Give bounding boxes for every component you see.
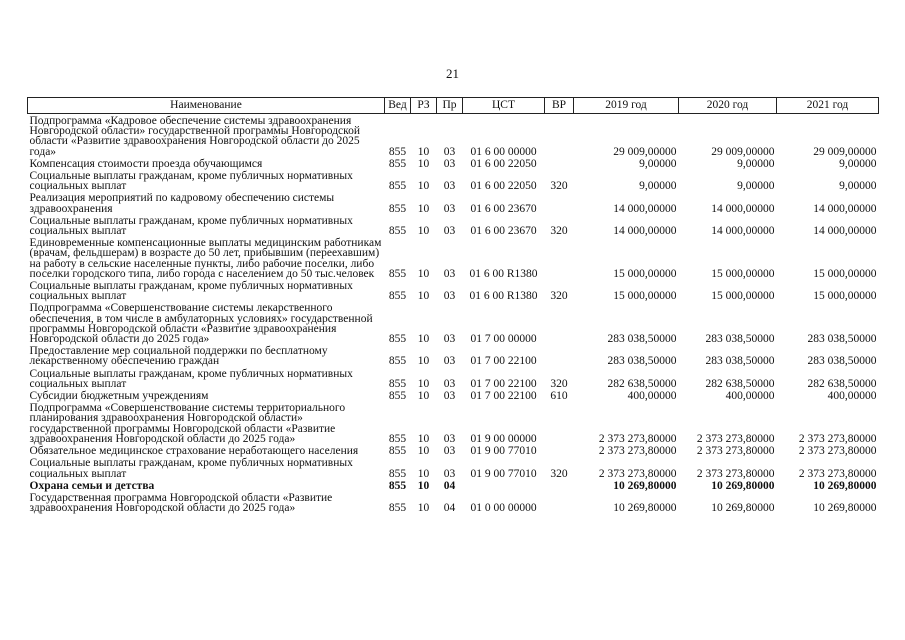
cell-2021: 283 038,50000 <box>807 355 877 368</box>
cell-2021: 14 000,00000 <box>813 225 877 238</box>
cell-name: Подпрограмма «Кадровое обеспечение системы здравоохранения Новгородской области» государственной программы Новгородской области «Развитие здравоохранения Новгородской области до 2025 года» <box>29 115 361 158</box>
table-row <box>28 389 879 401</box>
cell-2020: 14 000,00000 <box>711 202 775 215</box>
cell-cst: 01 6 00 22050 <box>470 157 537 170</box>
cell-2021: 29 009,00000 <box>813 145 877 158</box>
cell-rz: 10 <box>417 267 430 280</box>
header-rz: РЗ <box>411 98 437 114</box>
cell-2019: 15 000,00000 <box>613 290 677 303</box>
cell-name: Социальные выплаты гражданам, кроме публичных нормативных социальных выплат <box>29 170 353 193</box>
cell-2020: 9,00000 <box>737 157 775 170</box>
table-row <box>28 214 879 236</box>
cell-name: Социальные выплаты гражданам, кроме публичных нормативных социальных выплат <box>29 280 353 303</box>
cell-name: Обязательное медицинское страхование неработающего населения <box>29 445 359 458</box>
cell-name: Единовременные компенсационные выплаты медицинским работникам (врачам, фельдшерам) в возрасте до 50 лет, прибывшим (переехавшим) на работу в сельские населенные пункты, либо рабочие поселки, либо поселки городского типа, либо города с населением до 50 тыс.человек <box>29 237 382 280</box>
cell-2019: 2 373 273,80000 <box>598 467 677 480</box>
cell-rz: 10 <box>417 290 430 303</box>
cell-rz: 10 <box>417 157 430 170</box>
cell-ved: 855 <box>388 157 407 170</box>
cell-2019: 15 000,00000 <box>613 267 677 280</box>
cell-2021: 282 638,50000 <box>807 377 877 390</box>
cell-rz: 10 <box>417 333 430 346</box>
cell-pr: 03 <box>443 333 456 346</box>
cell-2020: 400,00000 <box>725 390 775 403</box>
cell-rz: 10 <box>417 502 430 515</box>
cell-ved: 855 <box>388 180 407 193</box>
cell-pr: 03 <box>443 290 456 303</box>
cell-vr: 320 <box>550 467 568 480</box>
cell-2020: 9,00000 <box>737 180 775 193</box>
cell-rz: 10 <box>417 445 430 458</box>
cell-name: Охрана семьи и детства <box>29 479 155 492</box>
cell-2021: 15 000,00000 <box>813 267 877 280</box>
header-2019: 2019 год <box>574 98 679 114</box>
cell-cst: 01 7 00 22100 <box>470 390 537 403</box>
header-name: Наименование <box>28 98 385 114</box>
cell-2020: 10 269,80000 <box>711 502 775 515</box>
header-cst: ЦСТ <box>463 98 545 114</box>
cell-2019: 10 269,80000 <box>613 502 677 515</box>
table-row <box>28 401 879 444</box>
cell-cst: 01 9 00 77010 <box>470 467 537 480</box>
table-row <box>28 367 879 389</box>
cell-ved: 855 <box>388 390 407 403</box>
cell-rz: 10 <box>417 432 430 445</box>
cell-vr: 610 <box>550 390 568 403</box>
cell-vr <box>545 191 574 213</box>
cell-name: Социальные выплаты гражданам, кроме публичных нормативных социальных выплат <box>29 214 353 238</box>
cell-2020: 14 000,00000 <box>711 225 775 238</box>
cell-name: Компенсация стоимости проезда обучающимся <box>29 157 263 170</box>
cell-2021: 2 373 273,80000 <box>798 445 877 458</box>
cell-2020: 15 000,00000 <box>711 267 775 280</box>
cell-rz: 10 <box>417 225 430 238</box>
header-vr: ВР <box>545 98 574 114</box>
cell-name: Реализация мероприятий по кадровому обеспечению системы здравоохранения <box>29 192 335 215</box>
cell-2020: 283 038,50000 <box>705 333 775 346</box>
cell-ved: 855 <box>388 502 407 515</box>
cell-cst: 01 7 00 00000 <box>470 333 537 346</box>
cell-2020: 29 009,00000 <box>711 145 775 158</box>
cell-ved: 855 <box>388 225 407 238</box>
cell-pr: 03 <box>443 157 456 170</box>
cell-ved: 855 <box>388 467 407 480</box>
cell-vr <box>545 401 574 444</box>
cell-pr: 03 <box>443 202 456 215</box>
cell-2019: 14 000,00000 <box>613 225 677 238</box>
cell-pr: 03 <box>443 445 456 458</box>
cell-cst: 01 9 00 00000 <box>470 432 537 445</box>
cell-pr: 03 <box>443 390 456 403</box>
cell-2019: 29 009,00000 <box>613 145 677 158</box>
cell-2021: 2 373 273,80000 <box>798 432 877 445</box>
cell-pr: 04 <box>443 479 456 492</box>
cell-cst: 01 6 00 R1380 <box>469 290 538 303</box>
table-row <box>28 456 879 478</box>
cell-cst: 01 7 00 22100 <box>470 377 537 390</box>
cell-pr: 03 <box>443 225 456 238</box>
cell-cst: 01 6 00 23670 <box>470 225 537 238</box>
cell-rz: 10 <box>417 180 430 193</box>
cell-2019: 9,00000 <box>639 157 677 170</box>
cell-ved: 855 <box>388 432 407 445</box>
cell-2021: 283 038,50000 <box>807 333 877 346</box>
cell-vr <box>545 491 574 513</box>
cell-2019: 10 269,80000 <box>613 479 677 492</box>
cell-2020: 282 638,50000 <box>705 377 775 390</box>
table-row <box>28 169 879 191</box>
cell-2019: 283 038,50000 <box>607 333 677 346</box>
table-row <box>28 279 879 301</box>
cell-vr <box>545 444 574 456</box>
cell-rz: 10 <box>417 355 430 368</box>
table-row <box>28 344 879 366</box>
cell-2021: 10 269,80000 <box>813 479 877 492</box>
cell-vr <box>545 114 574 157</box>
cell-name: Подпрограмма «Совершенствование системы лекарственного обеспечения, в том числе в амбулаторных условиях» государственной программы Новгородской области «Развитие здравоохранения Новгородской области до 2025 года» <box>29 302 373 346</box>
cell-ved: 855 <box>388 355 407 368</box>
cell-ved: 855 <box>388 479 407 492</box>
table-header-row <box>28 98 879 114</box>
cell-name: Субсидии бюджетным учреждениям <box>29 390 209 403</box>
table-row <box>28 444 879 456</box>
cell-2019: 283 038,50000 <box>607 355 677 368</box>
cell-vr <box>545 157 574 169</box>
header-pr: Пр <box>437 98 463 114</box>
cell-name: Подпрограмма «Совершенствование системы территориального планирования здравоохранения Новгородской области» государственной программы Новгородской области «Развитие здравоохранения Новгородской области до 2025 года» <box>29 402 346 445</box>
cell-name: Социальные выплаты гражданам, кроме публичных нормативных социальных выплат <box>29 367 353 390</box>
cell-vr <box>545 479 574 491</box>
cell-2020: 2 373 273,80000 <box>696 467 775 480</box>
cell-pr: 03 <box>443 267 456 280</box>
header-2021: 2021 год <box>777 98 879 114</box>
cell-2019: 400,00000 <box>627 390 677 403</box>
cell-pr: 03 <box>443 145 456 158</box>
cell-2021: 10 269,80000 <box>813 502 877 515</box>
cell-vr: 320 <box>550 377 568 390</box>
cell-rz: 10 <box>417 202 430 215</box>
cell-pr: 03 <box>443 432 456 445</box>
cell-2020: 2 373 273,80000 <box>696 445 775 458</box>
cell-2021: 9,00000 <box>839 180 877 193</box>
cell-rz: 10 <box>417 377 430 390</box>
table-row <box>28 236 879 279</box>
cell-rz: 10 <box>417 145 430 158</box>
cell-name: Государственная программа Новгородской области «Развитие здравоохранения Новгородской области до 2025 года» <box>29 491 333 515</box>
table-row <box>28 114 879 157</box>
cell-2021: 400,00000 <box>827 390 877 403</box>
table-row <box>28 191 879 213</box>
cell-pr: 03 <box>443 180 456 193</box>
cell-ved: 855 <box>388 202 407 215</box>
cell-vr: 320 <box>550 225 568 238</box>
cell-2021: 14 000,00000 <box>813 202 877 215</box>
cell-vr <box>545 344 574 366</box>
cell-2019: 282 638,50000 <box>607 377 677 390</box>
cell-ved: 855 <box>388 267 407 280</box>
cell-ved: 855 <box>388 145 407 158</box>
cell-vr <box>545 301 574 344</box>
cell-pr: 03 <box>443 355 456 368</box>
cell-pr: 03 <box>443 467 456 480</box>
cell-2020: 2 373 273,80000 <box>696 432 775 445</box>
cell-2019: 2 373 273,80000 <box>598 432 677 445</box>
page-number: 21 <box>446 66 459 81</box>
cell-pr: 04 <box>443 502 456 515</box>
cell-rz: 10 <box>417 467 430 480</box>
cell-cst <box>463 479 545 491</box>
cell-name: Предоставление мер социальной поддержки по бесплатному лекарственному обеспечению граждан <box>29 345 328 368</box>
cell-2021: 15 000,00000 <box>813 290 877 303</box>
cell-2020: 15 000,00000 <box>711 290 775 303</box>
cell-ved: 855 <box>388 333 407 346</box>
cell-ved: 855 <box>388 445 407 458</box>
cell-ved: 855 <box>388 290 407 303</box>
cell-cst: 01 7 00 22100 <box>470 355 537 368</box>
cell-2019: 9,00000 <box>639 180 677 193</box>
cell-cst: 01 6 00 23670 <box>470 202 537 215</box>
cell-cst: 01 6 00 R1380 <box>469 267 538 280</box>
cell-cst: 01 6 00 00000 <box>470 145 537 158</box>
cell-cst: 01 9 00 77010 <box>470 445 537 458</box>
budget-table <box>27 97 879 513</box>
cell-2019: 14 000,00000 <box>613 202 677 215</box>
header-2020: 2020 год <box>679 98 777 114</box>
cell-2019: 2 373 273,80000 <box>598 445 677 458</box>
cell-ved: 855 <box>388 377 407 390</box>
cell-rz: 10 <box>417 479 430 492</box>
table-row <box>28 479 879 491</box>
cell-name: Социальные выплаты гражданам, кроме публичных нормативных социальных выплат <box>29 457 353 480</box>
table-row <box>28 157 879 169</box>
cell-pr: 03 <box>443 377 456 390</box>
cell-2021: 2 373 273,80000 <box>798 467 877 480</box>
cell-vr: 320 <box>550 290 568 303</box>
cell-vr <box>545 236 574 279</box>
cell-vr: 320 <box>550 180 568 193</box>
table-row <box>28 301 879 344</box>
cell-rz: 10 <box>417 390 430 403</box>
cell-2020: 10 269,80000 <box>711 479 775 492</box>
table-row <box>28 491 879 513</box>
cell-2020: 283 038,50000 <box>705 355 775 368</box>
cell-cst: 01 6 00 22050 <box>470 180 537 193</box>
cell-2021: 9,00000 <box>839 157 877 170</box>
cell-cst: 01 0 00 00000 <box>470 502 537 515</box>
header-ved: Вед <box>385 98 411 114</box>
